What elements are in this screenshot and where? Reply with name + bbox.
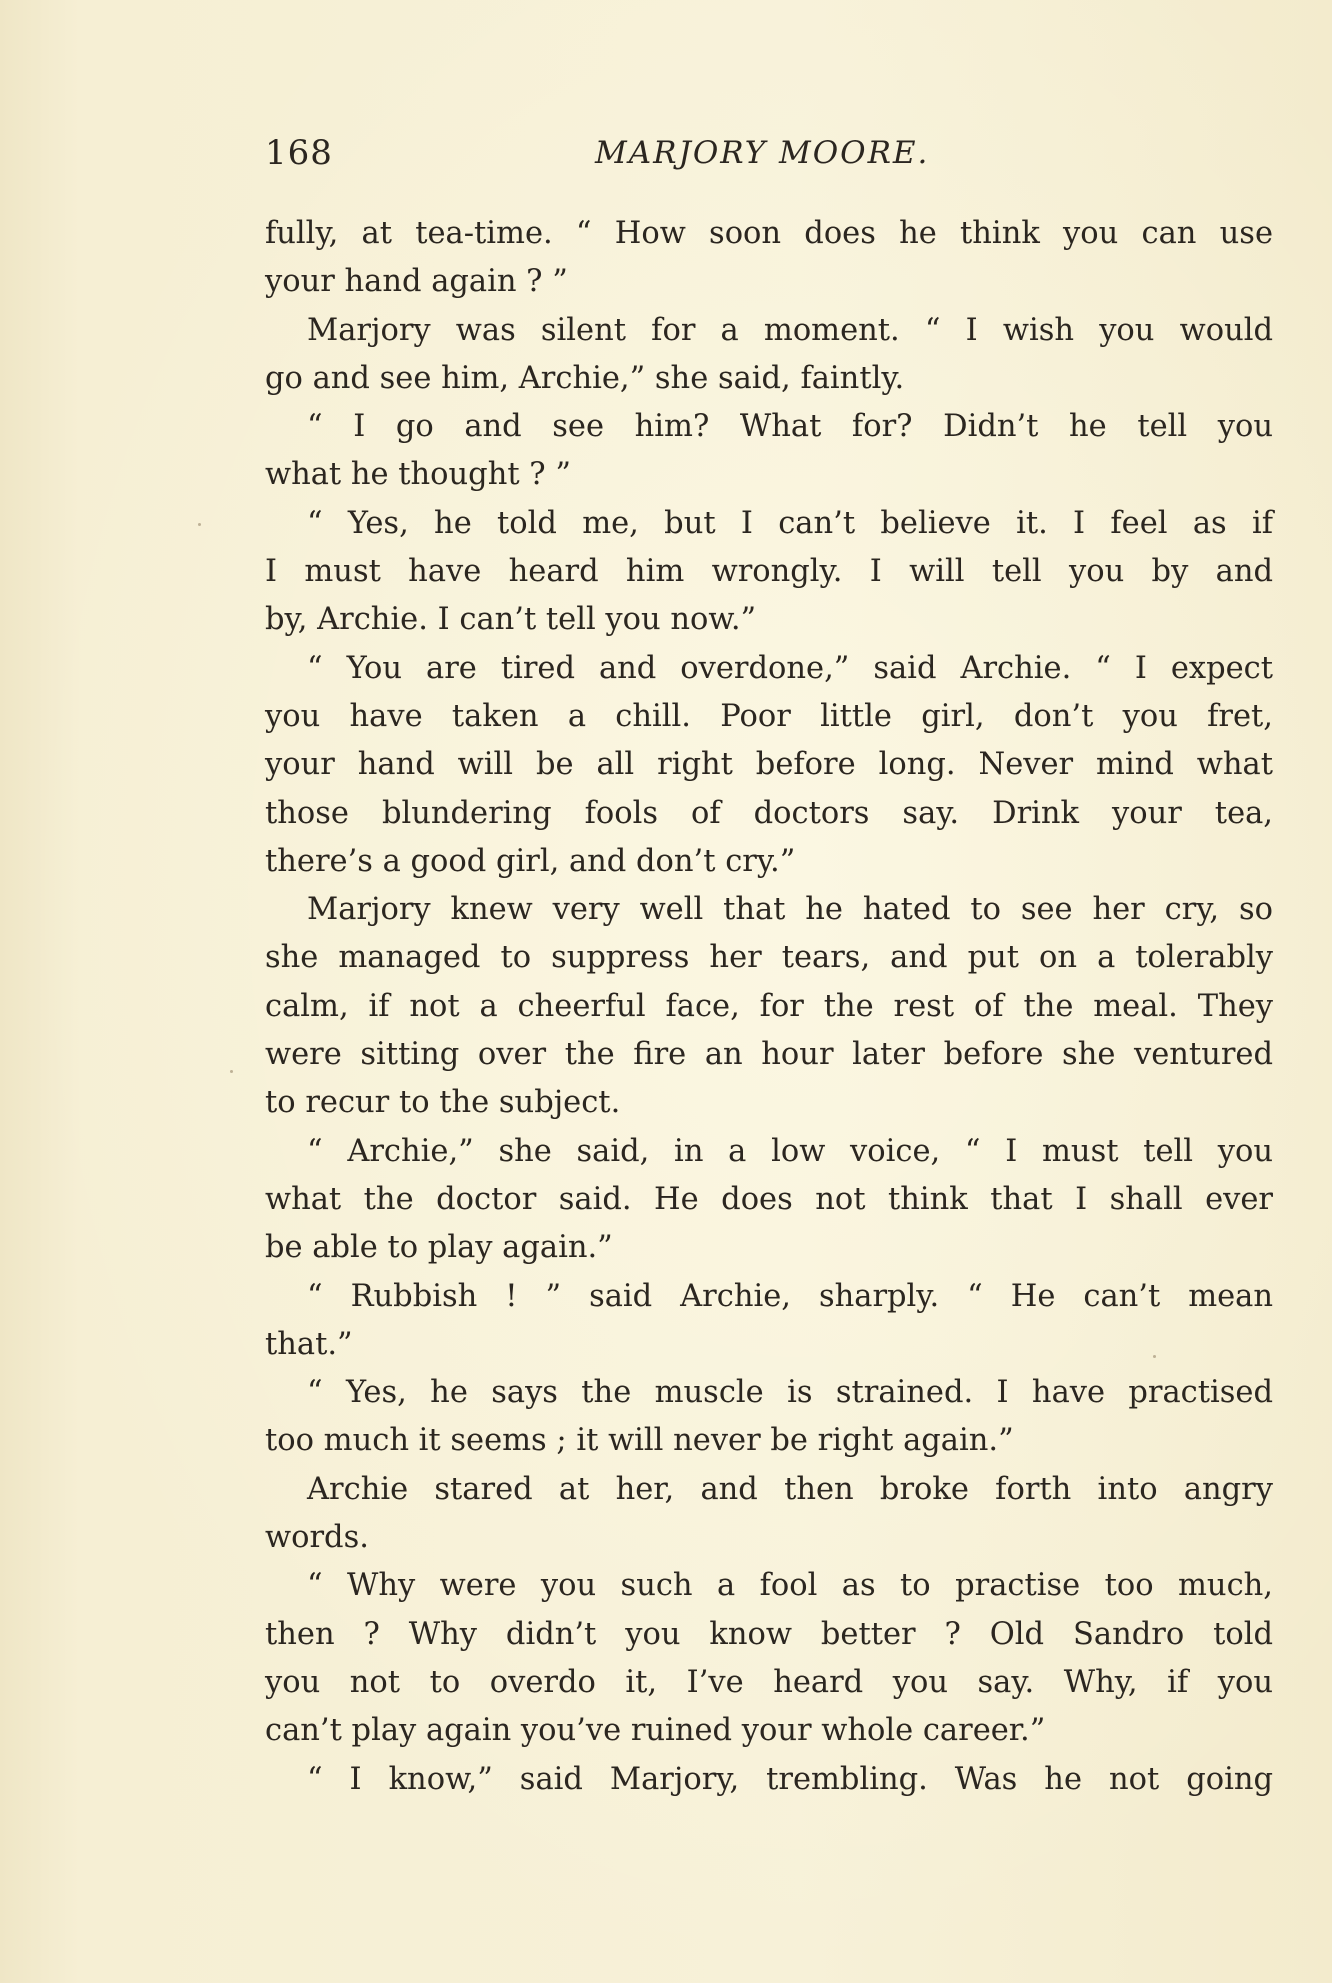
text-line: what the doctor said. He does not think that I shall ever xyxy=(265,1181,1273,1217)
body-text xyxy=(265,210,1273,1804)
text-line: your hand will be all right before long. Never mind what xyxy=(265,747,1273,783)
text-line: Marjory was silent for a moment. “ I wish you would xyxy=(307,312,1273,348)
text-line: then ? Why didn’t you know better ? Old Sandro told xyxy=(265,1616,1273,1652)
page-header xyxy=(265,133,1273,183)
text-line: “ I go and see him? What for? Didn’t he tell you xyxy=(307,409,1273,445)
text-line: you not to overdo it, I’ve heard you say. Why, if you xyxy=(265,1664,1273,1700)
text-line: to recur to the subject. xyxy=(265,1085,621,1121)
text-line: those blundering fools of doctors say. Drink your tea, xyxy=(265,795,1273,831)
text-line: “ Rubbish ! ” said Archie, sharply. “ He can’t mean xyxy=(307,1278,1273,1314)
text-line: what he thought ? ” xyxy=(265,457,571,493)
text-line: she managed to suppress her tears, and put on a tolerably xyxy=(265,940,1273,976)
running-title: MARJORY MOORE. xyxy=(595,135,930,171)
text-line: “ I know,” said Marjory, trembling. Was he not going xyxy=(307,1761,1273,1797)
text-line: I must have heard him wrongly. I will tell you by and xyxy=(265,554,1273,590)
text-line: that.” xyxy=(265,1326,353,1362)
text-line: too much it seems ; it will never be right again.” xyxy=(265,1423,1014,1459)
text-line: “ You are tired and overdone,” said Archie. “ I expect xyxy=(307,650,1273,686)
text-line: “ Archie,” she said, in a low voice, “ I must tell you xyxy=(307,1133,1273,1169)
text-line: your hand again ? ” xyxy=(265,264,568,300)
text-line: fully, at tea-time. “ How soon does he think you can use xyxy=(265,216,1273,251)
text-line: Archie stared at her, and then broke forth into angry xyxy=(307,1471,1273,1507)
paper-speck xyxy=(198,523,201,526)
text-line: there’s a good girl, and don’t cry.” xyxy=(265,843,796,879)
text-line: go and see him, Archie,” she said, faintly. xyxy=(265,360,905,396)
text-line: be able to play again.” xyxy=(265,1230,613,1266)
text-line: you have taken a chill. Poor little girl, don’t you fret, xyxy=(265,698,1273,734)
text-line: Marjory knew very well that he hated to see her cry, so xyxy=(307,892,1273,928)
paper-speck xyxy=(230,1070,233,1073)
text-line: can’t play again you’ve ruined your whole career.” xyxy=(265,1713,1046,1749)
text-line: calm, if not a cheerful face, for the rest of the meal. They xyxy=(265,988,1273,1024)
text-line: “ Why were you such a fool as to practise too much, xyxy=(307,1568,1273,1604)
text-line: by, Archie. I can’t tell you now.” xyxy=(265,602,757,638)
text-line: “ Yes, he says the muscle is strained. I have practised xyxy=(307,1375,1273,1411)
paper-speck xyxy=(1153,1355,1156,1358)
text-line: were sitting over the fire an hour later before she ventured xyxy=(265,1037,1273,1073)
page-number: 168 xyxy=(265,133,333,173)
text-line: “ Yes, he told me, but I can’t believe it. I feel as if xyxy=(307,505,1273,541)
text-line: words. xyxy=(265,1520,369,1556)
